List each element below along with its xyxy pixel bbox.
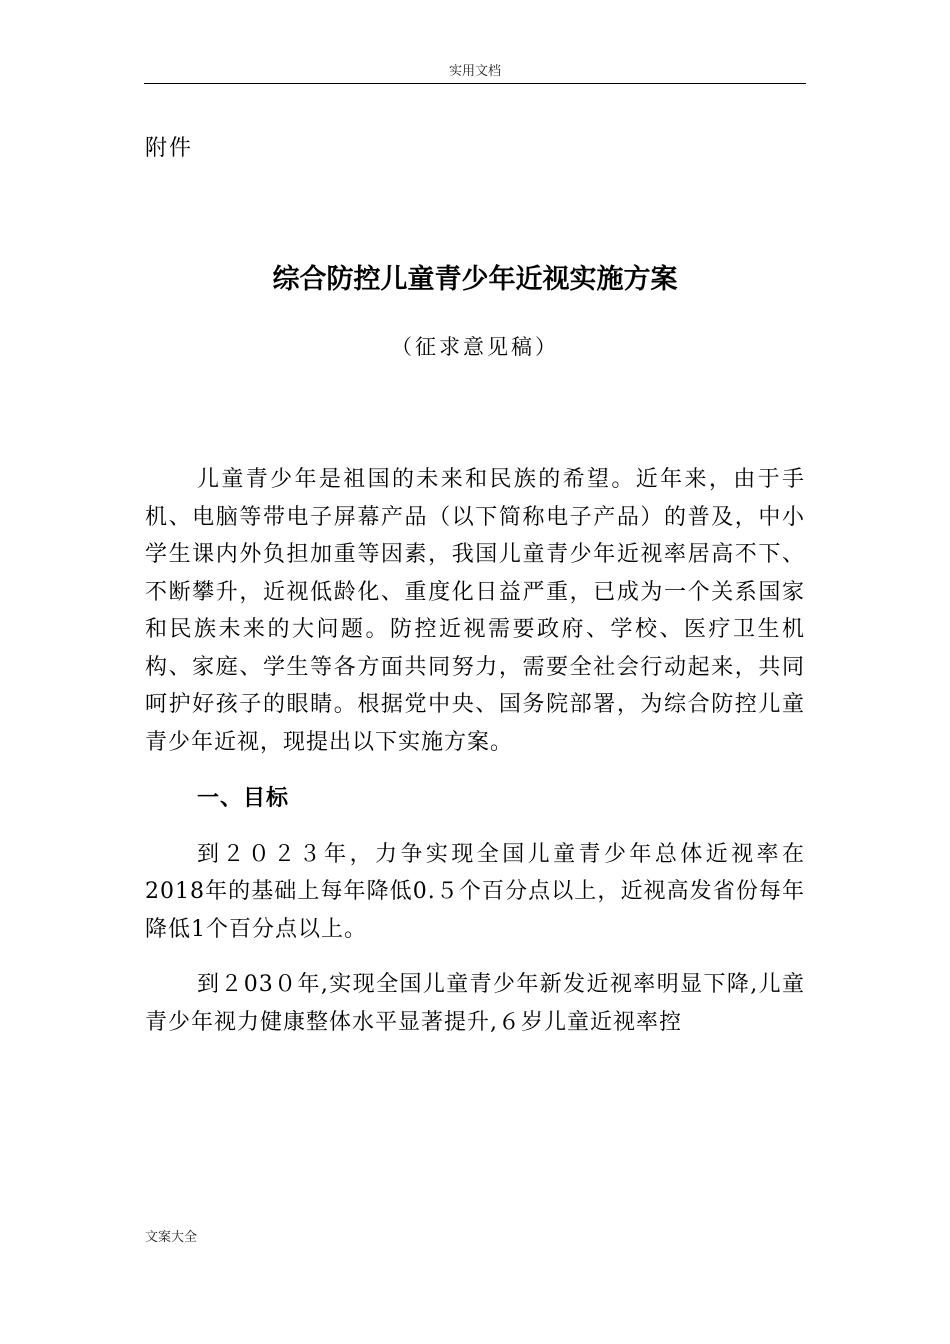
page-header: 实用文档 [448,64,501,79]
intro-paragraph: 儿童青少年是祖国的未来和民族的希望。近年来，由于手机、电脑等带电子屏幕产品（以下简称电子产品）的普及，中小学生课内外负担加重等因素，我国儿童青少年近视率居高不下、不断攀升，近视低龄化、重度化日益严重，已成为一个关系国家和民族未来的大问题。防控近视需要政府、学校、医疗卫生机构、家庭、学生等各方面共同努力，需要全社会行动起来，共同呵护好孩子的眼睛。根据党中央、国务院部署，为综合防控儿童青少年近视，现提出以下实施方案。 [145,467,805,755]
section-heading-goals: 一、目标 [197,786,290,811]
goal-2023-paragraph: 到２０２３年，力争实现全国儿童青少年总体近视率在2018年的基础上每年降低0.５个百分点以上，近视高发省份每年降低1个百分点以上。 [145,841,805,942]
document-subtitle: （征求意见稿） [391,335,559,359]
attachment-label: 附件 [145,136,194,161]
goal-2030-paragraph: 到２03０年,实现全国儿童青少年新发近视率明显下降,儿童青少年视力健康整体水平显著提升,６岁儿童近视率控 [145,972,805,1035]
document-title: 综合防控儿童青少年近视实施方案 [272,264,678,295]
document-body [145,461,805,1041]
header-divider [144,83,806,84]
page-footer: 文案大全 [145,1230,198,1245]
